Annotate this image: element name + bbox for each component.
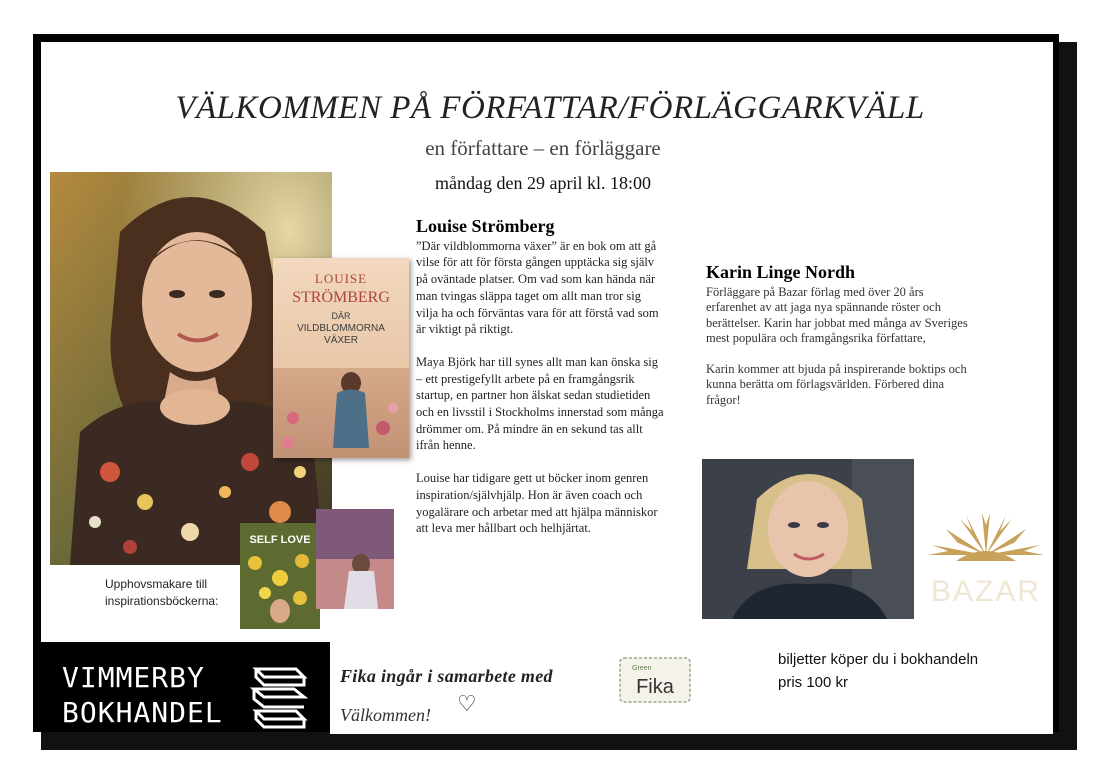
publisher-paragraph-1: Förläggare på Bazar förlag med över 20 års erfarenhet av att jaga nya spännande röster och berättelser. Karin har jobbat med många av Sveriges mest populära och framgångsrika författare, <box>706 284 968 345</box>
event-date: måndag den 29 april kl. 18:00 <box>435 173 651 193</box>
author-paragraph-2: Maya Björk har till synes allt man kan önska sig – ett prestigefyllt arbete på en framgångsrik startup, en partner hon älskat sedan studietiden och en livsstil i Stockholms innerstad som många drömmer om. På mindre än en sekund tas allt ifrån henne. <box>416 354 664 453</box>
heart-icon: ♡ <box>457 692 477 717</box>
book-title-line2: VILDBLOMMORNA <box>297 323 385 334</box>
bazar-logo <box>922 505 1050 609</box>
vimmerby-bokhandel-logo <box>60 655 320 733</box>
book-cover-main <box>273 258 409 458</box>
welcome-text: Välkommen! <box>340 705 431 725</box>
author-section <box>416 218 666 553</box>
shop-name-line2: BOKHANDEL <box>62 696 223 729</box>
price-line: pris 100 kr <box>778 674 849 691</box>
publisher-photo <box>702 459 914 619</box>
book-title-line1: DÄR <box>331 311 351 321</box>
author-paragraph-3: Louise har tidigare gett ut böcker inom genren inspiration/självhjälp. Hon är även coach och yogalärare och arbetar med att hjälpa människor att leva mer hållbart och helhjärtat. <box>416 471 658 536</box>
shop-name-line1: VIMMERBY <box>62 661 205 694</box>
publisher-section <box>706 262 976 423</box>
fika-logo-small-text: Green <box>632 665 652 672</box>
event-subtitle: en författare – en förläggare <box>425 136 661 160</box>
fika-logo-text: Fika <box>636 676 674 698</box>
author-name: Louise Strömberg <box>416 216 555 236</box>
author-paragraph-1: ”Där vildblommorna växer” är en bok om att gå vilse för att för första gången upptäcka sig själv på oväntade platser. Om vad som kan hända när man tvingas släppa taget om allt man tror sig vilja ha och förväntas vara för att förstå vad som är viktigt på riktigt. <box>416 238 659 337</box>
small-book-title: SELF LOVE <box>249 534 311 546</box>
book-author-line1: LOUISE <box>314 271 368 286</box>
ticket-line: biljetter köper du i bokhandeln <box>778 651 979 668</box>
book-author-line2: STRÖMBERG <box>292 289 390 306</box>
credit-text: Upphovsmakare till inspirationsböckerna: <box>105 577 219 608</box>
fika-text: Fika ingår i samarbete med <box>340 666 553 686</box>
book-cover-small <box>316 509 394 609</box>
publisher-paragraph-2: Karin kommer att bjuda på inspirerande boktips och kunna berätta om förlagsvärlden. Förbered dina frågor! <box>706 361 967 407</box>
publisher-name: Karin Linge Nordh <box>706 262 856 282</box>
sun-icon <box>928 513 1044 561</box>
ticket-info <box>778 648 978 694</box>
bazar-logo-text: BAZAR <box>930 575 1042 608</box>
book-title-line3: VÄXER <box>324 335 358 346</box>
event-title: VÄLKOMMEN PÅ FÖRFATTAR/FÖRLÄGGARKVÄLL <box>175 90 925 126</box>
books-stack-icon <box>254 669 304 727</box>
green-fika-logo <box>618 656 692 704</box>
